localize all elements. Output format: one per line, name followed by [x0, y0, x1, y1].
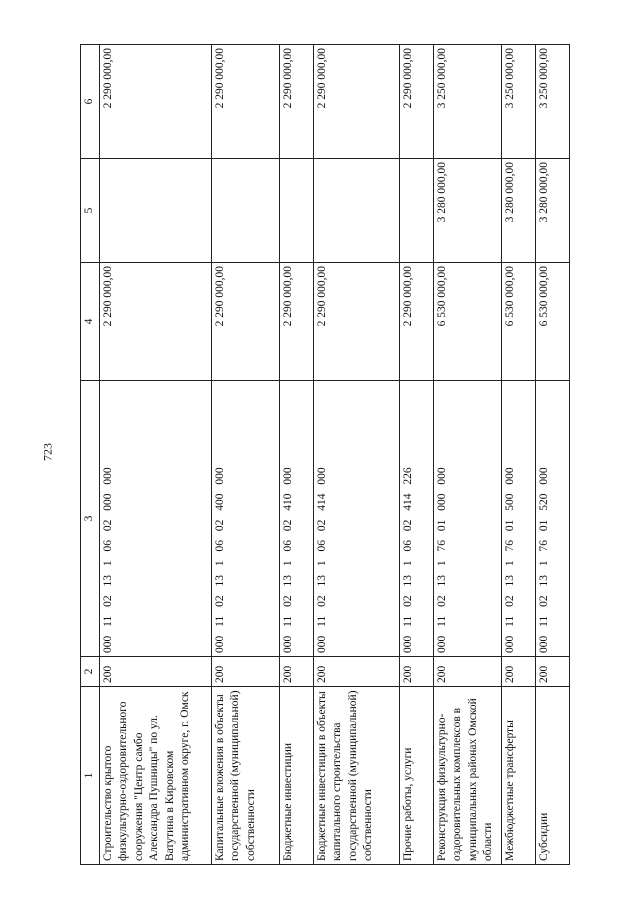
row-value-5: [313, 159, 399, 263]
row-budget-code: 000 11 02 13 1 76 01 500 000: [501, 381, 535, 657]
row-admin-code: 200: [313, 657, 399, 687]
row-admin-code: 200: [433, 657, 501, 687]
table-row: [313, 45, 399, 865]
header-cell: 5: [81, 159, 100, 263]
row-value-6: 2 290 000,00: [279, 45, 313, 159]
row-value-6: 3 250 000,00: [535, 45, 569, 159]
row-value-5: [211, 159, 279, 263]
row-admin-code: 200: [279, 657, 313, 687]
header-cell: 4: [81, 263, 100, 381]
row-value-4: 2 290 000,00: [399, 263, 433, 381]
row-value-4: 2 290 000,00: [313, 263, 399, 381]
header-cell: 1: [81, 687, 100, 865]
row-name: Субсидии: [535, 687, 569, 865]
row-name: Капитальные вложения в объекты государственной (муниципальной) собственности: [211, 687, 279, 865]
row-budget-code: 000 11 02 13 1 76 01 000 000: [433, 381, 501, 657]
row-value-6: 2 290 000,00: [399, 45, 433, 159]
row-budget-code: 000 11 02 13 1 06 02 410 000: [279, 381, 313, 657]
page-number: 723: [40, 443, 55, 461]
row-name: Межбюджетные трансферты: [501, 687, 535, 865]
row-budget-code: 000 11 02 13 1 06 02 414 000: [313, 381, 399, 657]
row-name: Бюджетные инвестиции: [279, 687, 313, 865]
row-value-5: 3 280 000,00: [501, 159, 535, 263]
row-admin-code: 200: [99, 657, 211, 687]
row-value-5: 3 280 000,00: [535, 159, 569, 263]
row-value-6: 2 290 000,00: [99, 45, 211, 159]
row-value-6: 2 290 000,00: [211, 45, 279, 159]
row-value-4: 6 530 000,00: [501, 263, 535, 381]
row-name: Строительство крытого физкультурно-оздоровительного сооружения "Центр самбо Александра Пушницы" по ул. Ватутина в Кировском административном округе, г. Омск: [99, 687, 211, 865]
row-admin-code: 200: [535, 657, 569, 687]
row-value-5: [399, 159, 433, 263]
table-row: [501, 45, 535, 865]
row-value-4: 2 290 000,00: [279, 263, 313, 381]
row-value-4: 2 290 000,00: [99, 263, 211, 381]
row-budget-code: 000 11 02 13 1 76 01 520 000: [535, 381, 569, 657]
row-name: Реконструкция физкультурно-оздоровительных комплексов в муниципальных районах Омской области: [433, 687, 501, 865]
row-value-5: 3 280 000,00: [433, 159, 501, 263]
table-row: [279, 45, 313, 865]
budget-table-container: [80, 45, 605, 865]
row-name: Прочие работы, услуги: [399, 687, 433, 865]
header-cell: 2: [81, 657, 100, 687]
header-cell: 3: [81, 381, 100, 657]
header-cell: 6: [81, 45, 100, 159]
table-row: [535, 45, 569, 865]
row-value-4: 2 290 000,00: [211, 263, 279, 381]
row-value-6: 3 250 000,00: [501, 45, 535, 159]
row-budget-code: 000 11 02 13 1 06 02 400 000: [211, 381, 279, 657]
row-admin-code: 200: [399, 657, 433, 687]
row-name: Бюджетные инвестиции в объекты капитального строительства государственной (муниципальной) собственности: [313, 687, 399, 865]
row-value-4: 6 530 000,00: [433, 263, 501, 381]
row-budget-code: 000 11 02 13 1 06 02 000 000: [99, 381, 211, 657]
table-row: [211, 45, 279, 865]
budget-table: [80, 44, 570, 865]
row-admin-code: 200: [501, 657, 535, 687]
header-row: [81, 45, 100, 865]
row-value-6: 3 250 000,00: [433, 45, 501, 159]
table-row: [433, 45, 501, 865]
table-row: [99, 45, 211, 865]
table-row: [399, 45, 433, 865]
row-admin-code: 200: [211, 657, 279, 687]
row-value-5: [99, 159, 211, 263]
row-value-6: 2 290 000,00: [313, 45, 399, 159]
row-value-5: [279, 159, 313, 263]
row-budget-code: 000 11 02 13 1 06 02 414 226: [399, 381, 433, 657]
row-value-4: 6 530 000,00: [535, 263, 569, 381]
